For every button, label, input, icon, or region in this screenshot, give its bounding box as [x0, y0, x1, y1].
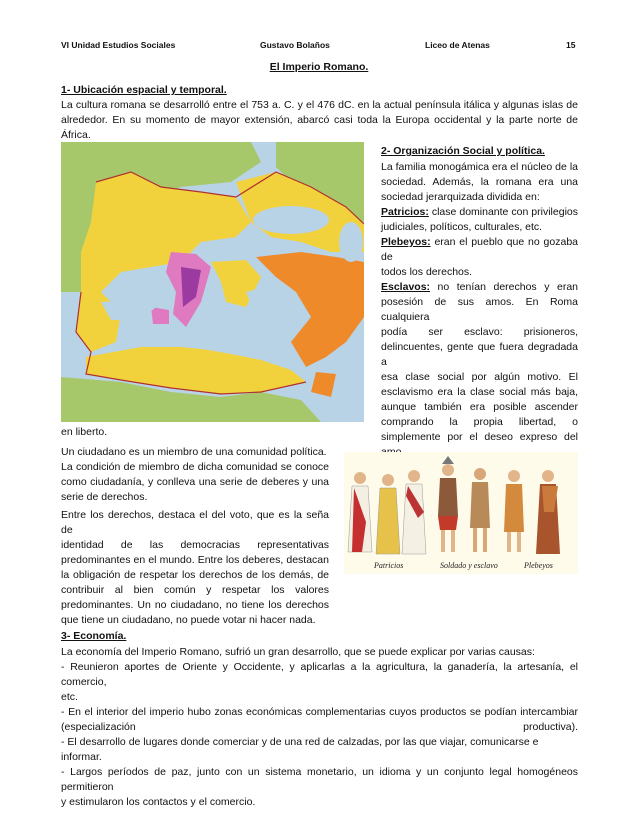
patricios-line — [381, 205, 578, 220]
section3-line: - Reunieron aportes de Oriente y Occidente, y aplicarlas a la agricultura, la ganadería, la artesanía, el comercio, — [61, 661, 578, 688]
caption-patricios: Patricios — [374, 561, 404, 570]
figure-esclavo — [470, 468, 490, 552]
figure-patricio-1 — [348, 472, 372, 552]
section3-line: y estimularon los contactos y el comercio. — [61, 796, 256, 808]
esclavos-line: esa clase social por algún motivo. El — [381, 371, 578, 383]
plebeyos-line-2: todos los derechos. — [381, 266, 473, 278]
caption-soldado-esclavo: Soldado y esclavo — [440, 561, 498, 570]
section2-intro-line: sociedad jerarquizada dividida en: — [381, 191, 540, 203]
section3-line-right: productiva). — [523, 721, 578, 733]
figures-graphic — [344, 452, 578, 574]
plebeyos-label: Plebeyos: — [381, 236, 431, 248]
section2-intro-line: sociedad. Además, la romana era una — [381, 176, 578, 188]
ciudadano-line: identidad de las democracias representativas — [61, 539, 329, 551]
ciudadano-line: serie de derechos. — [61, 491, 148, 503]
section3-line-split — [61, 720, 578, 735]
section2-intro-line: La familia monogámica era el núcleo de la — [381, 161, 578, 173]
section1-line: alrededor. En su momento de mayor extensión, abarcó casi toda la Europa occidental y la parte norte de África. — [61, 114, 578, 141]
ciudadano-paragraph-2 — [61, 508, 329, 628]
ciudadano-line: predominantes en el mundo. Entre los deberes, destacan — [61, 554, 329, 566]
section1-line: La cultura romana se desarrolló entre el 753 a. C. y el 476 dC. en la actual península itálica y algunas islas de — [61, 99, 578, 111]
esclavos-line: aunque también era posible ascender — [381, 401, 578, 413]
section1-paragraph — [61, 98, 578, 143]
header-school: Liceo de Atenas — [425, 40, 490, 50]
ciudadano-line: predominantes. Un no ciudadano, no tiene los derechos — [61, 599, 329, 611]
section3-line: - En el interior del imperio hubo zonas económicas complementarias cuyos productos se podían intercambiar — [61, 706, 578, 718]
section3-line-left: (especialización — [61, 721, 136, 733]
ciudadano-line: como ciudadanía, y conlleva una serie de deberes y una — [61, 476, 329, 488]
figure-plebeyo-2 — [536, 470, 560, 554]
ciudadano-line: que tiene un ciudadano, no puede votar ni hacer nada. — [61, 614, 316, 626]
section3-heading: 3- Economía. — [61, 630, 127, 642]
caption-plebeyos: Plebeyos — [524, 561, 553, 570]
section3-line: La economía del Imperio Romano, sufrió un gran desarrollo, que se puede explicar por varias causas: — [61, 646, 535, 658]
section3-line: etc. — [61, 691, 78, 703]
esclavos-line — [381, 280, 578, 295]
section1-heading: 1- Ubicación espacial y temporal. — [61, 84, 227, 96]
esclavos-line: posesión de sus amos. En Roma cualquiera — [381, 296, 578, 323]
figure-patricio-2 — [376, 474, 400, 554]
plebeyos-line — [381, 235, 578, 265]
esclavos-line: delincuentes, gente que fuera degradada a — [381, 341, 578, 368]
esclavos-line: podía ser esclavo: prisioneros, — [381, 326, 578, 338]
ciudadano-line: Un ciudadano es un miembro de una comunidad política. — [61, 446, 327, 458]
map-graphic — [61, 142, 364, 422]
figure-plebeyo-1 — [504, 470, 524, 552]
patricios-label: Patricios: — [381, 206, 429, 218]
ciudadano-line: contribuir al bien común y respetar los valores — [61, 584, 329, 596]
page-title: El Imperio Romano. — [269, 61, 369, 73]
roman-social-classes-illustration — [344, 452, 578, 574]
figure-patricio-3 — [402, 470, 426, 554]
esclavos-line: comprando la propia libertad, o — [381, 416, 578, 428]
esclavos-text: no tenían derechos y eran — [430, 281, 578, 293]
section2-after: en liberto. — [61, 426, 108, 438]
header-page-number: 15 — [566, 40, 576, 50]
esclavos-line: esclavismo era la clase social más baja, — [381, 386, 578, 398]
figure-soldado — [438, 456, 458, 552]
ciudadano-line: Entre los derechos, destaca el del voto, que es la seña de — [61, 509, 329, 536]
header-unit: VI Unidad Estudios Sociales — [61, 40, 176, 50]
section3-body — [61, 645, 578, 810]
ciudadano-paragraph-1 — [61, 445, 329, 505]
esclavos-line: simplemente por el deseo expreso del — [381, 431, 578, 443]
header-author: Gustavo Bolaños — [260, 40, 330, 50]
ciudadano-line: La condición de miembro de dicha comunidad se conoce — [61, 461, 329, 473]
patricios-line-2: judiciales, políticos, culturales, etc. — [381, 221, 543, 233]
esclavos-label: Esclavos: — [381, 281, 431, 293]
patricios-text: clase dominante con privilegios — [428, 206, 578, 218]
roman-empire-map — [61, 142, 364, 422]
section3-line: - Largos períodos de paz, junto con un sistema monetario, un idioma y un conjunto legal homogéneos permitieron — [61, 766, 578, 793]
plebeyos-text: eran el pueblo que no gozaba de — [381, 236, 578, 263]
ciudadano-line: la obligación de respetar los derechos de los demás, de — [61, 569, 329, 581]
section2-heading: 2- Organización Social y política. — [381, 145, 545, 157]
section3-line: - El desarrollo de lugares donde comerciar y de una red de calzadas, por las que viajar, comunicarse e informar. — [61, 736, 539, 763]
